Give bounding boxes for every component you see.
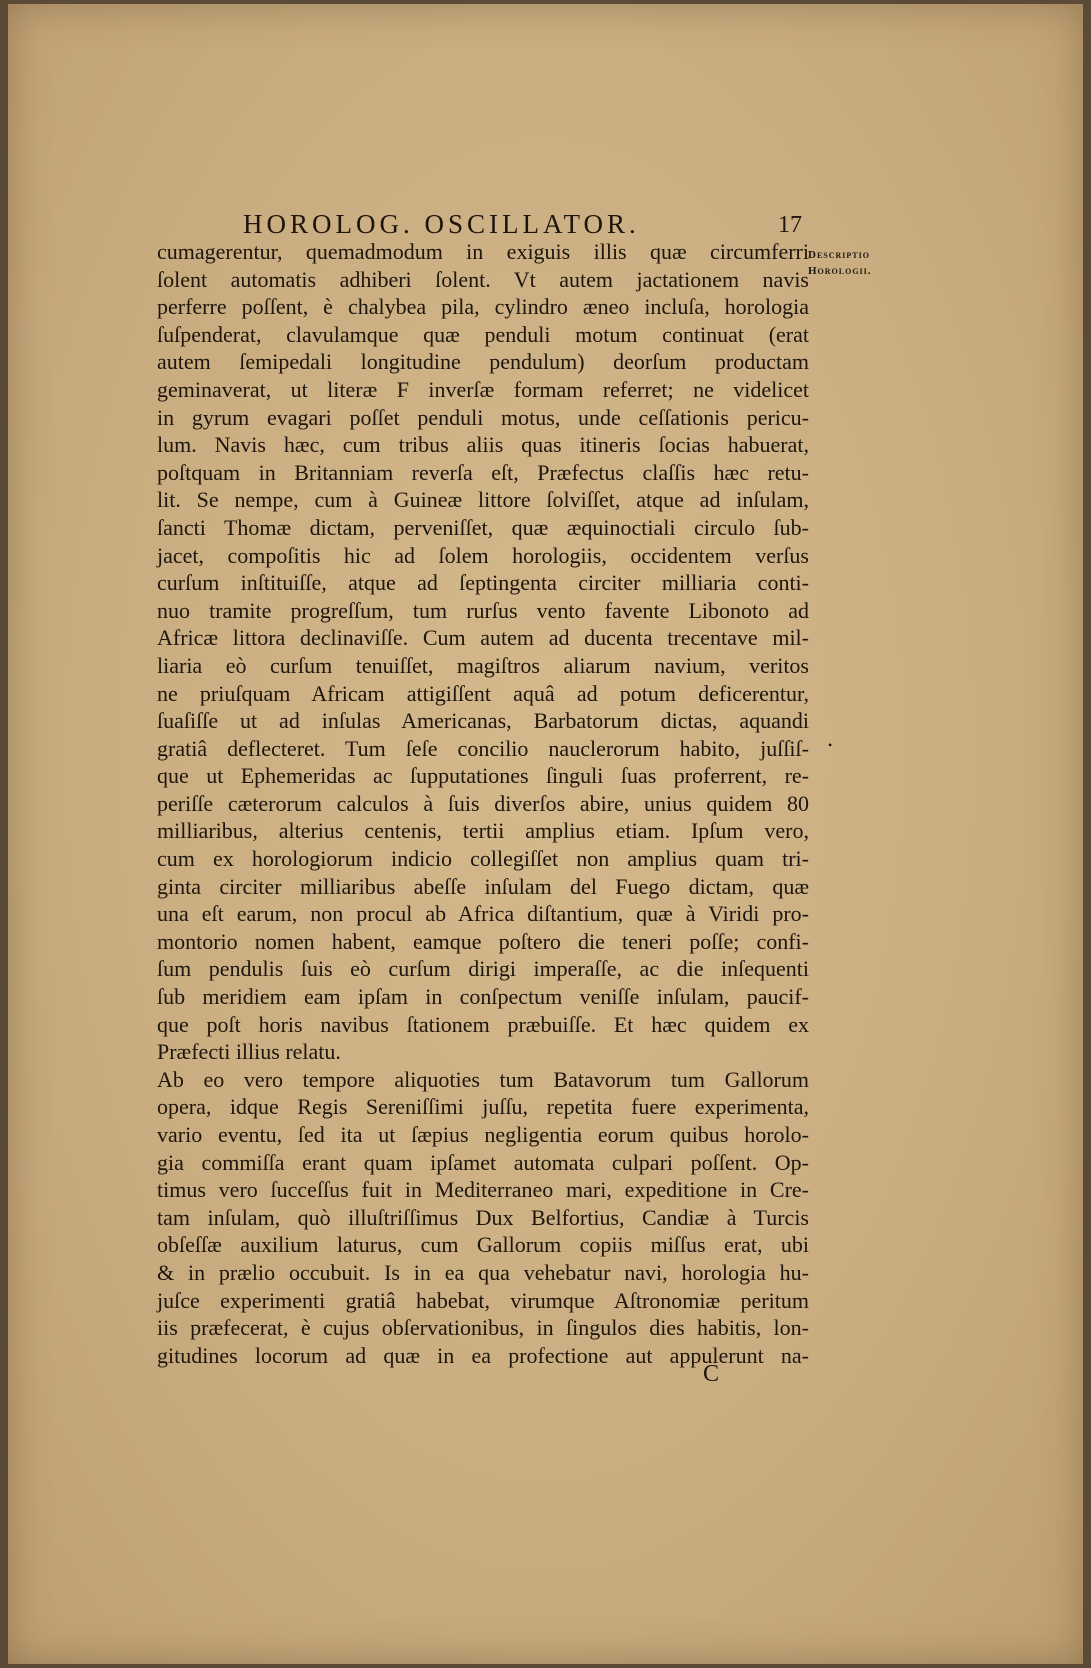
text-line: que ut Ephemeridas ac ſupputationes ſinguli ſuas proferrent, re- — [157, 763, 809, 789]
body-text — [157, 238, 809, 1369]
text-line: poſtquam in Britanniam reverſa eſt, Præfectus claſſis hæc retu- — [157, 459, 809, 485]
text-line: autem ſemipedali longitudine pendulum) deorſum productam — [157, 349, 809, 375]
text-line: Africæ littora declinaviſſe. Cum autem ad ducenta trecentave mil- — [157, 625, 809, 651]
text-line: obſeſſæ auxilium laturus, cum Gallorum copiis miſſus erat, ubi — [157, 1232, 809, 1258]
text-line: lit. Se nempe, cum à Guineæ littore ſolviſſet, atque ad inſulam, — [157, 487, 809, 513]
margin-note-line: Horologii. — [808, 265, 872, 277]
text-line: Præfecti illius relatu. — [157, 1039, 341, 1065]
text-line: que poſt horis navibus ſtationem præbuiſſe. Et hæc quidem ex — [157, 1011, 809, 1037]
text-line: Ab eo vero tempore aliquoties tum Batavorum tum Gallorum — [157, 1066, 809, 1092]
book-page — [8, 4, 1083, 1664]
text-line: & in prælio occubuit. Is in ea qua vehebatur navi, horologia hu- — [157, 1259, 809, 1285]
text-line: opera, idque Regis Sereniſſimi juſſu, repetita fuere experimenta, — [157, 1094, 809, 1120]
text-line: tam inſulam, quò illuſtriſſimus Dux Belfortius, Candiæ à Turcis — [157, 1204, 809, 1230]
text-line: ginta circiter milliaribus abeſſe inſulam del Fuego dictam, quæ — [157, 873, 809, 899]
text-line: ſuaſiſſe ut ad inſulas Americanas, Barbatorum dictas, aquandi — [157, 708, 809, 734]
running-title: HOROLOG. OSCILLATOR. — [243, 209, 640, 239]
text-line: gia commiſſa erant quam ipſamet automata culpari poſſent. Op- — [157, 1149, 809, 1175]
text-line: gitudines locorum ad quæ in ea profectione aut appulerunt na- — [157, 1342, 809, 1368]
text-line: lum. Navis hæc, cum tribus aliis quas itineris ſocias habuerat, — [157, 432, 809, 458]
text-line: jacet, compoſitis hic ad ſolem horologiis, occidentem verſus — [157, 542, 809, 568]
text-line: montorio nomen habent, eamque poſtero die teneri poſſe; confi- — [157, 928, 809, 954]
text-line: ſancti Thomæ dictam, perveniſſet, quæ æquinoctiali circulo ſub- — [157, 514, 809, 540]
text-line: timus vero ſucceſſus fuit in Mediterraneo mari, expeditione in Cre- — [157, 1177, 809, 1203]
text-line: geminaverat, ut literæ F inverſæ formam referret; ne videlicet — [157, 376, 809, 402]
page-number: 17 — [778, 212, 802, 238]
text-line: vario eventu, ſed ita ut ſæpius negligentia eorum quibus horolo- — [157, 1122, 809, 1147]
text-line: ne priuſquam Africam attigiſſent aquâ ad potum deficerentur, — [157, 680, 809, 706]
margin-note-line: Descriptio — [808, 249, 870, 261]
ink-dot: • — [828, 738, 833, 752]
text-line: perferre poſſent, è chalybea pila, cylindro æneo incluſa, horologia — [157, 294, 809, 320]
text-line: ſum pendulis ſuis eò curſum dirigi imperaſſe, ac die inſequenti — [157, 956, 809, 982]
text-line: una eſt earum, non procul ab Africa diſtantium, quæ à Viridi pro- — [157, 901, 809, 927]
text-line: cumagerentur, quemadmodum in exiguis illis quæ circumferri — [157, 239, 809, 264]
margin-note — [808, 247, 898, 279]
text-line: ſub meridiem eam ipſam in conſpectum veniſſe inſulam, paucif- — [157, 984, 809, 1010]
text-line: iis præfecerat, è cujus obſervationibus, in ſingulos dies habitis, lon- — [157, 1315, 809, 1341]
text-line: gratiâ deflecteret. Tum ſeſe concilio nauclerorum habito, juſſiſ- — [157, 735, 809, 761]
text-line: cum ex horologiorum indicio collegiſſet non amplius quam tri- — [157, 846, 809, 872]
text-line: ſolent automatis adhiberi ſolent. Vt autem jactationem navis — [157, 266, 809, 292]
signature-mark: C — [703, 1361, 720, 1387]
text-line: ſuſpenderat, clavulamque quæ penduli motum continuat (erat — [157, 321, 809, 347]
text-line: periſſe cæterorum calculos à ſuis diverſos abire, unius quidem 80 — [157, 790, 809, 816]
text-line: milliaribus, alterius centenis, tertii amplius etiam. Ipſum vero, — [157, 818, 809, 844]
text-line: curſum inſtituiſſe, atque ad ſeptingenta circiter milliaria conti- — [157, 570, 809, 596]
text-line: nuo tramite progreſſum, tum rurſus vento favente Libonoto ad — [157, 597, 809, 623]
text-line: in gyrum evagari poſſet penduli motus, unde ceſſationis pericu- — [157, 404, 809, 430]
text-line: juſce experimenti gratiâ habebat, virumque Aſtronomiæ peritum — [157, 1287, 809, 1313]
text-line: liaria eò curſum tenuiſſet, magiſtros aliarum navium, veritos — [157, 652, 809, 678]
